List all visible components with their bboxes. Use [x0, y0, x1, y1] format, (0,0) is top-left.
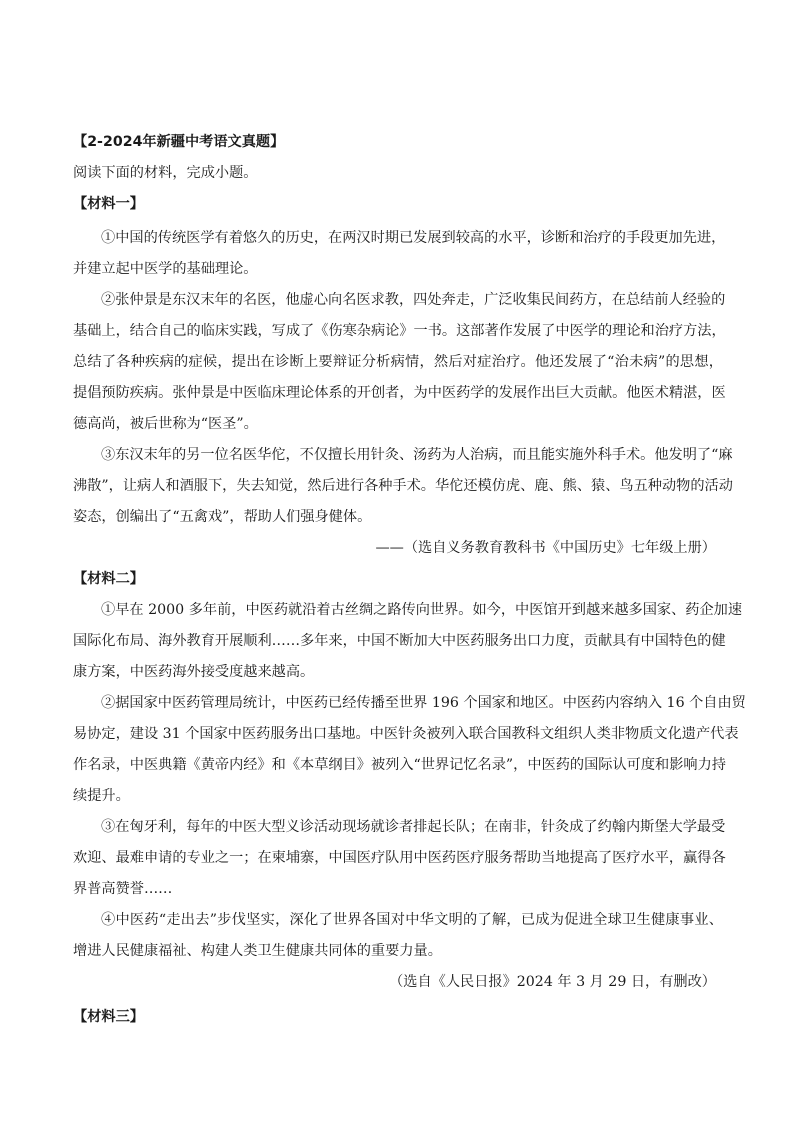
material-2-text-line: 作名录，中医典籍《黄帝内经》和《本草纲目》被列入“世界记忆名录”，中医药的国际认可度和影响力持: [73, 757, 726, 773]
material-1-source: ——（选自义务教育教科书《中国历史》七年级上册）: [375, 540, 716, 556]
material-2-text-line: ④中医药“走出去”步伐坚实，深化了世界各国对中华文明的了解，已成为促进全球卫生健康事业、: [101, 912, 723, 928]
material-2-source: （选自《人民日报》2024 年 3 月 29 日，有删改）: [389, 974, 716, 990]
material-1-text-line: ①中国的传统医学有着悠久的历史，在两汉时期已发展到较高的水平，诊断和治疗的手段更加先进，: [101, 230, 726, 246]
material-2-text-line: ③在匈牙利，每年的中医大型义诊活动现场就诊者排起长队；在南非，针灸成了约翰内斯堡大学最受: [101, 819, 726, 835]
material-2-text-line: 欢迎、最难申请的专业之一；在柬埔寨，中国医疗队用中医药医疗服务帮助当地提高了医疗水平，赢得各: [73, 850, 726, 866]
material-2-text-line: 增进人民健康福祉、构建人类卫生健康共同体的重要力量。: [73, 943, 442, 959]
material-1-text-line: 并建立起中医学的基础理论。: [73, 261, 258, 277]
material-2-text-line: ②据国家中医药管理局统计，中医药已经传播至世界 196 个国家和地区。中医药内容纳入 16 个自由贸: [101, 695, 746, 711]
material-1-text-line: 沸散”，让病人和酒服下，失去知觉，然后进行各种手术。华佗还模仿虎、鹿、熊、猿、鸟五种动物的活动: [73, 478, 733, 494]
material-1-text-line: 基础上，结合自己的临床实践，写成了《伤寒杂病论》一书。这部著作发展了中医学的理论和治疗方法，: [73, 323, 726, 339]
material-1-text-line: 总结了各种疾病的症候，提出在诊断上要辩证分析病情，然后对症治疗。他还发展了“治未病”的思想，: [73, 354, 723, 370]
material-1-text-line: ③东汉末年的另一位名医华佗，不仅擅长用针灸、汤药为人治病，而且能实施外科手术。他发明了“麻: [101, 447, 733, 463]
material-1-text-line: 姿态，创编出了“五禽戏”，帮助人们强身健体。: [73, 509, 372, 525]
material-2-text-line: 易协定，建设 31 个国家中医药服务出口基地。中医针灸被列入联合国教科文组织人类非物质文化遗产代表: [73, 726, 739, 742]
material-1-text-line: 提倡预防疾病。张仲景是中医临床理论体系的开创者，为中医药学的发展作出巨大贡献。他医术精湛，医: [73, 385, 726, 401]
material-2-text-line: 康方案，中医药海外接受度越来越高。: [73, 664, 315, 680]
material-2-title: 【材料二】: [73, 571, 144, 587]
material-1-text-line: 德高尚，被后世称为“医圣”。: [73, 416, 258, 432]
material-3-title: 【材料三】: [73, 1009, 144, 1025]
material-2-text-line: 续提升。: [73, 788, 130, 804]
material-1-text-line: ②张仲景是东汉末年的名医，他虚心向名医求教，四处奔走，广泛收集民间药方，在总结前人经验的: [101, 292, 726, 308]
question-header: 【2-2024年新疆中考语文真题】: [73, 134, 285, 150]
instruction: 阅读下面的材料，完成小题。: [73, 165, 258, 181]
material-2-text-line: 国际化布局、海外教育开展顺利……多年来，中国不断加大中医药服务出口力度，贡献具有中国特色的健: [73, 633, 726, 649]
material-2-text-line: ①早在 2000 多年前，中医药就沿着古丝绸之路传向世界。如今，中医馆开到越来越多国家、药企加速: [101, 602, 743, 618]
material-2-text-line: 界普高赞誉……: [73, 881, 173, 897]
material-1-title: 【材料一】: [73, 196, 144, 212]
